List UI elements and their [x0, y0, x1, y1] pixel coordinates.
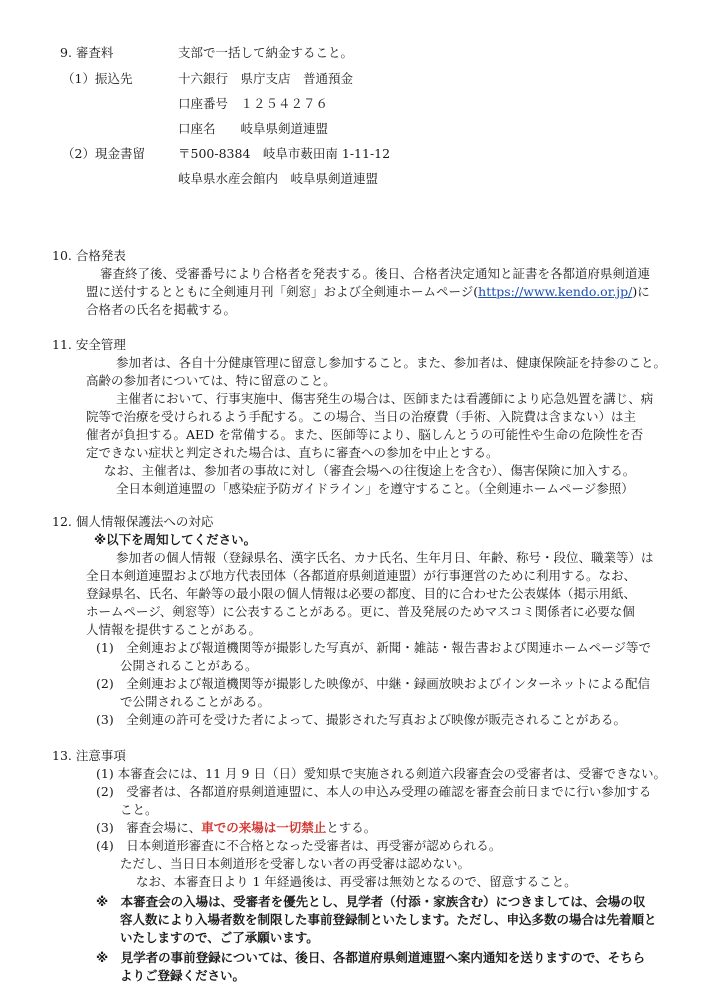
privacy-line-3: 登録県名、氏名、年齢等の最小限の個人情報は必要の都度、目的に合わせた公表媒体（掲示用紙、	[86, 586, 637, 601]
remark-1-line-1: ※ 本審査会の入場は、受審者を優先とし、見学者（付添・家族含む）につきましては、会場の収	[96, 894, 646, 909]
privacy-line-2: 全日本剣道連盟および地方代表団体（各都道府県剣道連盟）が行事運営のために利用する。なお、	[86, 568, 637, 583]
privacy-item-1-cont: 公開されることがある。	[120, 658, 258, 673]
notes-item-2-cont: こと。	[120, 802, 158, 817]
kendo-website-link[interactable]: https://www.kendo.or.jp/	[478, 284, 633, 299]
privacy-line-5: 人情報を提供することがある。	[86, 622, 262, 637]
remark-2-line-2: よりご登録ください。	[120, 968, 246, 983]
account-name: 口座名 岐阜県剣道連盟	[178, 121, 329, 136]
section-11-title: 11. 安全管理	[52, 337, 126, 352]
section-12-title: 12. 個人情報保護法への対応	[52, 514, 214, 529]
notes-item-4-cont-2: なお、本審査日より 1 年経過後は、再受審は無効となるので、留意すること。	[136, 874, 577, 889]
safety-line-6: 定できない症状と判定された場合は、直ちに審査への参加を中止とする。	[86, 445, 499, 460]
notes-item-2: (2) 受審者は、各都道府県剣道連盟に、本人の申込み受理の確認を審査会前日までに行い参加する	[96, 784, 652, 799]
privacy-line-4: ホームページ、剣窓等）に公表することがある。更に、普及発展のためマスコミ関係者に必要な個	[86, 604, 635, 619]
no-car-warning: 車での来場は一切禁止	[201, 820, 327, 835]
results-line-2	[86, 283, 650, 301]
notes-item-1: (1) 本審査会には、11 月 9 日（日）愛知県で実施される剣道六段審査会の受審者は、受審できない。	[96, 766, 666, 781]
section-13-title: 13. 注意事項	[52, 748, 126, 763]
safety-line-3: 主催者において、行事実施中、傷害発生の場合は、医師または看護師により応急処置を講じ、病	[116, 391, 654, 406]
safety-line-2: 高齢の参加者については、特に留意のこと。	[86, 373, 336, 388]
privacy-line-1: 参加者の個人情報（登録県名、漢字氏名、カナ氏名、生年月日、年齢、称号・段位、職業等）は	[116, 550, 654, 565]
bank-name: 十六銀行 県庁支店 普通預金	[178, 71, 354, 86]
notes-item-4: (4) 日本剣道形審査に不合格となった受審者は、再受審が認められる。	[96, 838, 502, 853]
privacy-item-1: (1) 全剣連および報道機関等が撮影した写真が、新聞・雑誌・報告書および関連ホームページ等で	[96, 640, 651, 655]
privacy-item-3: (3) 全剣連の許可を受けた者によって、撮影された写真および映像が販売されることがある。	[96, 712, 626, 727]
notes-item-3-text: (3) 審査会場に、	[96, 820, 202, 835]
account-number: 口座番号 １２５４２７６	[178, 96, 329, 111]
remark-1-line-3: いたしますので、ご了承願います。	[120, 930, 319, 945]
privacy-notice: ※以下を周知してください。	[94, 532, 257, 547]
notes-item-3	[96, 819, 376, 837]
transfer-label: （1）振込先	[62, 71, 133, 86]
section-10-title: 10. 合格発表	[52, 248, 126, 263]
remark-2-line-1: ※ 見学者の事前登録については、後日、各都道府県剣道連盟へ案内通知を送りますので、そちら	[96, 950, 646, 965]
notes-item-3-suffix: とする。	[326, 820, 377, 835]
address-line-2: 岐阜県水産会館内 岐阜県剣道連盟	[178, 171, 379, 186]
privacy-item-2-cont: で公開されることがある。	[120, 694, 271, 709]
results-line-1: 審査終了後、受審番号により合格者を発表する。後日、合格者決定通知と証書を各都道府県剣道連	[100, 266, 651, 281]
results-line-3: 合格者の氏名を掲載する。	[86, 302, 237, 317]
privacy-item-2: (2) 全剣連および報道機関等が撮影した映像が、中継・録画放映およびインターネットによる配信	[96, 676, 651, 691]
safety-line-5: 催者が負担する。AED を常備する。また、医師等により、脳しんとうの可能性や生命の危険性を否	[86, 427, 644, 442]
cash-label: （2）現金書留	[62, 146, 145, 161]
safety-line-4: 院等で治療を受けられるよう手配する。この場合、当日の治療費（手術、入院費は含まない）は主	[86, 409, 637, 424]
notes-item-4-cont-1: ただし、当日日本剣道形を受審しない者の再受審は認めない。	[120, 856, 471, 871]
remark-1-line-2: 容人数により入場者数を制限した事前登録制といたします。ただし、申込多数の場合は先着順と	[120, 912, 657, 927]
safety-line-7: なお、主催者は、参加者の事故に対し（審査会場への往復途上を含む）、傷害保険に加入する。	[104, 463, 636, 478]
fee-note: 支部で一括して納金すること。	[178, 45, 354, 60]
address-line-1: 〒500-8384 岐阜市薮田南 1-11-12	[178, 146, 391, 161]
safety-line-1: 参加者は、各自十分健康管理に留意し参加すること。また、参加者は、健康保険証を持参のこと。	[116, 355, 667, 370]
results-line-2-text: 盟に送付するとともに全剣連月刊「剣窓」および全剣連ホームページ(	[86, 284, 479, 299]
safety-line-8: 全日本剣道連盟の「感染症予防ガイドライン」を遵守すること。（全剣連ホームページ参照）	[116, 481, 634, 496]
results-line-2-suffix: )に	[632, 284, 650, 299]
section-9-title: 9. 審査料	[60, 45, 114, 60]
